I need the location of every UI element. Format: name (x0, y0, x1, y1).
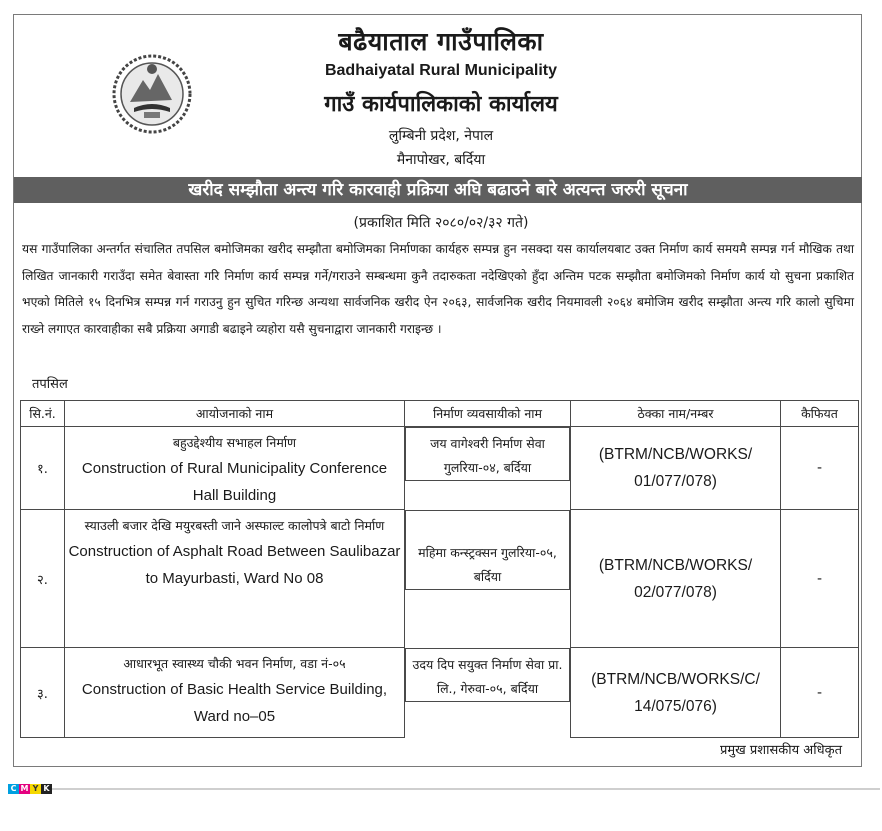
contracts-table (20, 400, 859, 738)
municipality-title-np: बढैयाताल गाउँपालिका (338, 27, 544, 56)
col-header-sn: सि.नं. (21, 401, 65, 427)
project-name-en: Construction of Rural Municipality Conference Hall Building (81, 460, 388, 504)
row-project (65, 427, 405, 510)
municipality-title-en: Badhaiyatal Rural Municipality (324, 62, 558, 79)
col-header-contract: ठेक्का नाम/नम्बर (571, 401, 781, 427)
cmyk-m-mark: M (20, 784, 29, 793)
project-name-np: बहुउद्देश्यीय सभाहल निर्माण (172, 435, 297, 450)
published-date: (प्रकाशित मिति २०८०/०२/३२ गते) (353, 215, 529, 231)
project-name-en: Construction of Asphalt Road Between Saulibazar to Mayurbasti, Ward No 08 (68, 543, 401, 587)
table-row (21, 427, 859, 510)
location-line: मैनापोखर, बर्दिया (396, 152, 486, 168)
row-contract-no: (BTRM/NCB/WORKS/C/ 14/075/076) (571, 648, 781, 738)
table-header-row (21, 401, 859, 427)
office-title: गाउँ कार्यपालिकाको कार्यालय (324, 92, 558, 117)
row-contract-no: (BTRM/NCB/WORKS/ 02/077/078) (571, 510, 781, 648)
province-line: लुम्बिनी प्रदेश, नेपाल (388, 128, 494, 144)
cmyk-y-mark: Y (30, 784, 41, 794)
row-sn: ३. (21, 648, 65, 738)
footer-rule (52, 788, 880, 790)
row-contractor: उदय दिप सयुक्त निर्माण सेवा प्रा. लि., गेरुवा-०५, बर्दिया (405, 648, 570, 702)
cmyk-print-mark (8, 784, 52, 794)
table-row (21, 648, 859, 738)
row-sn: २. (21, 510, 65, 648)
row-remarks: - (781, 648, 859, 738)
row-contract-no: (BTRM/NCB/WORKS/ 01/077/078) (571, 427, 781, 510)
project-name-np: स्याउली बजार देखि मयुरबस्ती जाने अस्फाल्ट कालोपत्रे बाटो निर्माण (84, 518, 385, 533)
cmyk-c-mark: C (8, 784, 19, 794)
row-contractor: महिमा कन्स्ट्रक्सन गुलरिया-०५, बर्दिया (405, 510, 570, 590)
notice-body: यस गाउँपालिका अन्तर्गत संचालित तपसिल बमोजिमका खरीद सम्झौता बमोजिमका निर्माणका कार्यहरु सम्पन्न हुन नसक्दा यस कार्यालयबाट उक्त निर्माण कार्य समयमै सम्पन्न गर्न मौखिक तथा लिखित जानकारी गराउँदा समेत बेवास्ता गरि निर्माण कार्य सम्पन्न गर्ने/गराउने सम्बन्धमा कुनै तदारुकता नदेखिएको हुँदा अन्तिम पटक सम्झौता बमोजिमको निर्माण कार्य यो सुचना प्रकाशित भएको मितिले १५ दिनभित्र सम्पन्न गर्न गराउनु हुन सुचित गरिन्छ अन्यथा सार्वजनिक खरीद ऐन २०६३, सार्वजनिक खरीद नियमावली २०६४ बमोजिम खरीद सम्झौता अन्त्य गरि कालो सुचिमा राख्ने लगाएत कारवाहीका सबै प्रक्रिया अगाडी बढाइने व्यहोरा यसै सुचनाद्वारा जानकारी गराइन्छ । (22, 242, 854, 336)
row-contractor: जय वागेश्वरी निर्माण सेवा गुलरिया-०४, बर्दिया (405, 427, 570, 481)
project-name-en: Construction of Basic Health Service Building, Ward no–05 (81, 681, 388, 725)
cmyk-k-mark: K (41, 784, 52, 794)
col-header-contractor: निर्माण व्यवसायीको नाम (405, 401, 571, 427)
row-remarks: - (781, 510, 859, 648)
row-project (65, 648, 405, 738)
project-name-np: आधारभूत स्वास्थ्य चौकी भवन निर्माण, वडा नं-०५ (123, 656, 346, 671)
row-remarks: - (781, 427, 859, 510)
col-header-project: आयोजनाको नाम (65, 401, 405, 427)
row-project (65, 510, 405, 648)
col-header-remarks: कैफियत (781, 401, 859, 427)
signature-title: प्रमुख प्रशासकीय अधिकृत (719, 743, 842, 758)
schedule-label: तपसिल (32, 377, 68, 392)
table-row (21, 510, 859, 648)
row-sn: १. (21, 427, 65, 510)
notice-title-banner: खरीद सम्झौता अन्त्य गरि कारवाही प्रक्रिया अघि बढाउने बारे अत्यन्त जरुरी सूचना (14, 177, 862, 203)
